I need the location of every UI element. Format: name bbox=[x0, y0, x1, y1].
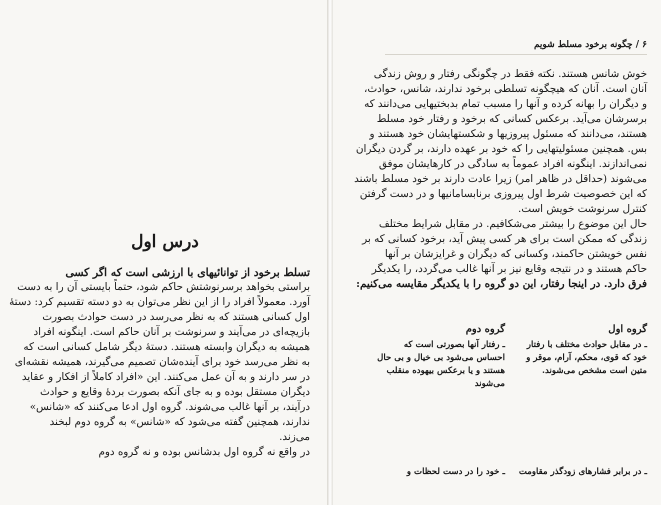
body-line: درآیند، بر آنها غالب می‌شوند. گروه اول ادعا می‌کنند که «شانس» bbox=[29, 401, 310, 413]
body-line: ندارند، همچنین گفته می‌شود که «شانس» به گروه دوم لبخند bbox=[49, 416, 310, 428]
lesson-title: درس اول bbox=[131, 232, 199, 252]
body-line: حاکم هستند و در نتیجه وقایع نیز بر آنها غالب می‌گردد، را یکدیگر bbox=[371, 263, 647, 275]
body-line: می‌شوند (حداقل در ظاهر امر) زیرا عادت دارند بر خود مسلط باشند bbox=[354, 173, 647, 185]
body-line: هستند، می‌دانند که مسئول پیروزیها و شکستهایشان خود هستند و bbox=[369, 128, 647, 140]
body-line: حال این موضوع را بیشتر می‌شکافیم. در مقابل شرایط مختلف bbox=[378, 218, 647, 230]
body-line: اول کسانی هستند که به نظر می‌رسد در دست حوادث بصورت bbox=[42, 311, 310, 323]
body-line: برسرشان می‌آید. برعکس کسانی که برخود و رفتار خود مسلط bbox=[376, 113, 647, 125]
body-line: آورد. معمولاً افراد را از این نظر می‌توان به دو دسته تقسیم کرد: دستهٔ bbox=[9, 296, 310, 308]
group-two-line: احساس می‌شود بی خیال و بی حال bbox=[377, 353, 505, 363]
body-line: آنان است. آنان که هیچگونه تسلطی برخود ندارند، شانس، حوادث، bbox=[364, 83, 647, 95]
body-line: همیشه به دیگران وابسته هستند. دستهٔ دیگر شامل کسانی است که bbox=[23, 341, 310, 353]
group-two-last-item: ـ خود را در دست لحظات و bbox=[406, 467, 505, 477]
body-line: نفس خویشتن حاکمند، وکسانی که دیگران و غرایزشان بر آنها bbox=[384, 248, 647, 260]
group-one-line: ـ در مقابل حوادث مختلف با رفتار bbox=[526, 340, 647, 350]
running-header: ۶ / چگونه برخود مسلط شویم bbox=[533, 40, 647, 50]
right-page bbox=[333, 0, 661, 505]
body-line: نمی‌اندازند. اینگونه افراد عموماً به سادگی در کارهایشان موفق bbox=[378, 158, 647, 170]
body-line: کنترل سرنوشت خویش است. bbox=[517, 203, 647, 215]
body-line: و دیگران را بهانه کرده و آنها را مسبب تمام بدبختیهایی می‌دانند که bbox=[364, 98, 647, 110]
group-one-title: گروه اول bbox=[608, 324, 647, 335]
group-two-line: هستند و یا برعکس بیهوده منقلب bbox=[386, 366, 505, 376]
group-one-line: خود که قوی، محکم، آرام، موقر و bbox=[526, 353, 647, 363]
header-rule bbox=[385, 54, 647, 55]
body-line: که این خصوصیت شرط اول پیروزی برنابسامانیها و در دست گرفتن bbox=[359, 188, 647, 200]
group-two-line: ـ رفتار آنها بصورتی است که bbox=[403, 340, 505, 350]
body-line: در واقع نه گروه اول بدشانس بوده و نه گروه دوم bbox=[98, 446, 310, 458]
body-line: به نظر می‌رسد خود برای آینده‌شان تصمیم می‌گیرند، همیشه نقشه‌ای bbox=[14, 356, 310, 368]
body-line: بس. همچنین مسئولیتهایی را که خود بر عهده دارند، بر گردن دیگران bbox=[355, 143, 647, 155]
body-line: می‌زند. bbox=[279, 431, 310, 443]
body-line: خوش شانس هستند. نکته فقط در چگونگی رفتار و روش زندگی bbox=[373, 68, 647, 80]
body-line: تسلط برخود از توانائیهای با ارزشی است که اگر کسی bbox=[65, 266, 310, 279]
body-line: دیگران مستقل بوده و به جای آنکه بصورت برده‌ٔ وقایع و حوادث bbox=[40, 386, 310, 398]
body-line: زندگی که ممکن است برای هر کسی پیش آید، برخود کسانی که بر bbox=[362, 233, 647, 245]
group-two-title: گروه دوم bbox=[465, 324, 505, 335]
body-line: در سر دارند و به آن عمل می‌کنند. این «افراد کاملاً از افکار و عقاید bbox=[21, 371, 310, 383]
group-one-last-item: ـ در برابر فشارهای زودگذر مقاومت bbox=[518, 467, 647, 477]
body-line: فرق دارد. در اینجا رفتار، این دو گروه را با یکدیگر مقایسه می‌کنیم: bbox=[356, 278, 647, 290]
left-page bbox=[0, 0, 327, 505]
group-two-line: می‌شوند bbox=[474, 379, 505, 389]
body-line: براستی بخواهد برسرنوشتش حاکم شود، حتماً بایستی آن را به دست bbox=[17, 281, 310, 293]
body-line: بازیچه‌ای در می‌آیند و سرنوشت بر آنان حاکم است. اینگونه افراد bbox=[33, 326, 310, 338]
group-one-line: متین است مشخص می‌شوند. bbox=[542, 366, 647, 376]
